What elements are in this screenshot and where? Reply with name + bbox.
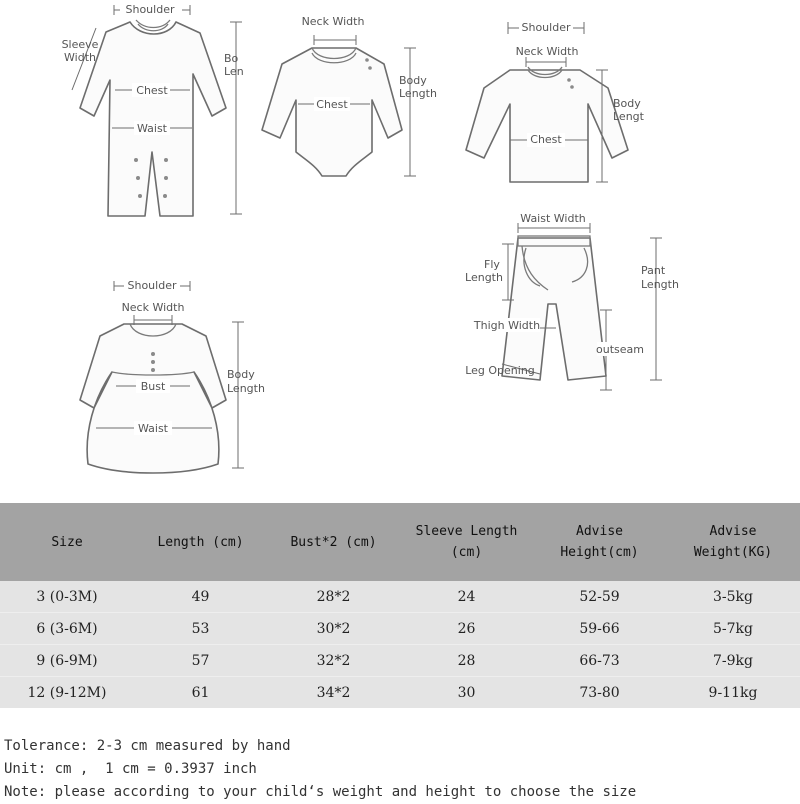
size-chart-table (0, 503, 800, 708)
cell-size: 9 (6-9M) (0, 645, 134, 677)
dress-body-length-label: Body (227, 368, 255, 381)
header-advise-weight: Advise Weight(KG) (666, 503, 800, 581)
romper-diagram (62, 2, 244, 216)
pants-diagram (465, 212, 679, 390)
pants-fly-length-label-2: Length (465, 271, 503, 284)
header-length: Length (cm) (134, 503, 267, 581)
cell-height: 73-80 (533, 677, 666, 709)
cell-bust: 34*2 (267, 677, 400, 709)
cell-length: 53 (134, 613, 267, 645)
cell-height: 52-59 (533, 581, 666, 613)
romper-sleeve-width-label-2: Width (64, 51, 96, 64)
romper-sleeve-width-label: Sleeve (61, 38, 99, 51)
tolerance-note: Tolerance: 2-3 cm measured by hand (4, 738, 291, 754)
pants-leg-opening-label: Leg Opening (465, 364, 535, 377)
bodysuit-chest-label: Chest (316, 98, 348, 111)
pants-fly-length-label: Fly (484, 258, 500, 271)
cell-size: 6 (3-6M) (0, 613, 134, 645)
cell-bust: 28*2 (267, 581, 400, 613)
cell-height: 59-66 (533, 613, 666, 645)
cell-sleeve: 30 (400, 677, 533, 709)
header-advise-height: Advise Height(cm) (533, 503, 666, 581)
tshirt-chest-label: Chest (530, 133, 562, 146)
tshirt-neck-width-label: Neck Width (515, 45, 579, 58)
cell-bust: 30*2 (267, 613, 400, 645)
cell-height: 66-73 (533, 645, 666, 677)
cell-bust: 32*2 (267, 645, 400, 677)
cell-size: 3 (0-3M) (0, 581, 134, 613)
header-size: Size (0, 503, 134, 581)
tshirt-shoulder-label: Shoulder (521, 21, 571, 34)
romper-waist-label: Waist (136, 122, 168, 135)
romper-body-length-label-2: Len (224, 65, 244, 78)
romper-chest-label: Chest (136, 84, 168, 97)
cell-length: 49 (134, 581, 267, 613)
table-header-row (0, 503, 800, 581)
cell-sleeve: 26 (400, 613, 533, 645)
unit-note: Unit: cm , 1 cm = 0.3937 inch (4, 761, 257, 777)
bodysuit-neck-width-label: Neck Width (301, 15, 365, 28)
cell-size: 12 (9-12M) (0, 677, 134, 709)
pants-thigh-width-label: Thigh Width (473, 319, 541, 332)
table-row (0, 613, 800, 645)
dress-waist-label: Waist (137, 422, 169, 435)
romper-shoulder-label: Shoulder (125, 3, 175, 16)
bodysuit-diagram (262, 15, 437, 176)
tshirt-body-length-label: Body (613, 97, 641, 110)
pants-outseam-label: outseam (596, 343, 644, 356)
size-notes (4, 735, 636, 804)
pants-pant-length-label: Pant (641, 264, 666, 277)
dress-diagram (80, 279, 265, 473)
header-sleeve-length: Sleeve Length (cm) (400, 503, 533, 581)
cell-weight: 3-5kg (666, 581, 800, 613)
romper-body-length-label: Bo (224, 52, 239, 65)
pants-pant-length-label-2: Length (641, 278, 679, 291)
tshirt-diagram (466, 21, 645, 182)
pants-waist-width-label: Waist Width (520, 212, 586, 225)
size-choice-note: Note: please according to your child‘s weight and height to choose the size (4, 784, 637, 800)
cell-weight: 9-11kg (666, 677, 800, 709)
table-row (0, 677, 800, 709)
header-bust: Bust*2 (cm) (267, 503, 400, 581)
dress-neck-width-label: Neck Width (121, 301, 185, 314)
dress-bust-label: Bust (140, 380, 166, 393)
bodysuit-body-length-label-2: Length (399, 87, 437, 100)
tshirt-body-length-label-2: Lengt (613, 110, 644, 123)
bodysuit-body-length-label: Body (399, 74, 427, 87)
cell-sleeve: 24 (400, 581, 533, 613)
dress-body-length-label-2: Length (227, 382, 265, 395)
cell-weight: 7-9kg (666, 645, 800, 677)
table-row (0, 645, 800, 677)
dress-shoulder-label: Shoulder (127, 279, 177, 292)
cell-length: 61 (134, 677, 267, 709)
cell-sleeve: 28 (400, 645, 533, 677)
cell-weight: 5-7kg (666, 613, 800, 645)
cell-length: 57 (134, 645, 267, 677)
table-row (0, 581, 800, 613)
